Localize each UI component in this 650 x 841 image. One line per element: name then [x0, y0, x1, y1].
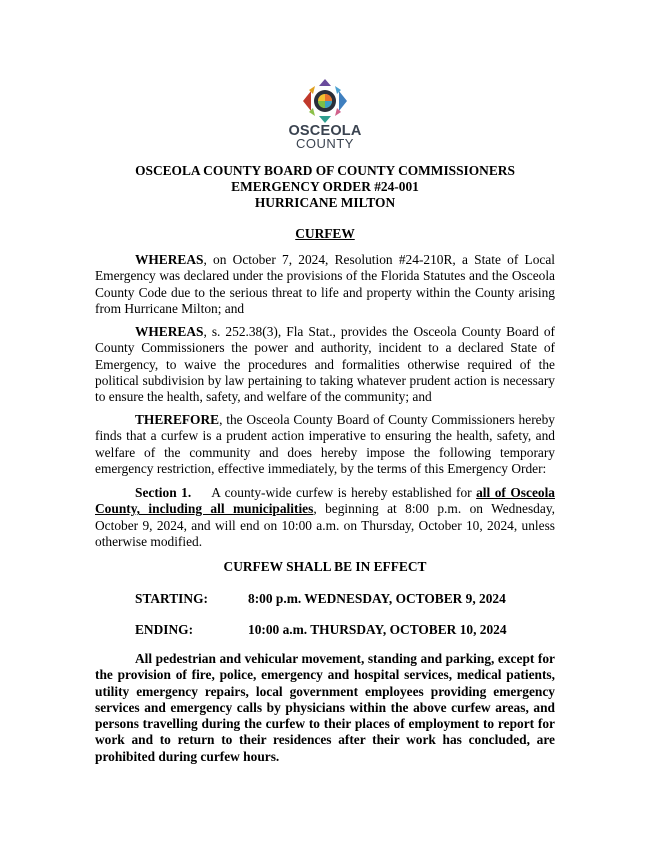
- section-1-scope: all of Osceola County, including all municipalities: [95, 485, 555, 517]
- section-1-paragraph: [95, 485, 555, 550]
- start-label: STARTING:: [135, 591, 208, 606]
- section-1-label: Section 1.: [135, 485, 192, 500]
- logo-line-2: COUNTY: [296, 136, 354, 151]
- header-line-1: OSCEOLA COUNTY BOARD OF COUNTY COMMISSIONERS: [135, 163, 515, 178]
- header-line-2: EMERGENCY ORDER #24-001: [231, 179, 419, 194]
- county-logo: [283, 78, 367, 154]
- therefore-lead: THEREFORE: [135, 412, 220, 427]
- end-value: 10:00 a.m. THURSDAY, OCTOBER 10, 2024: [248, 622, 507, 637]
- start-value: 8:00 p.m. WEDNESDAY, OCTOBER 9, 2024: [248, 591, 506, 606]
- whereas-paragraph-2: [95, 324, 555, 405]
- prohibition-paragraph: All pedestrian and vehicular movement, standing and parking, except for the provision of fire, police, emergency and hospital services, medical patients, utility emergency repairs, local government employees providing emergency services and emergency calls by physicians within the above curfew areas, and persons travelling during the curfew to their places of employment to report for work and to return to their residences after their work has concluded, are prohibited during curfew hours.: [95, 651, 555, 764]
- osceola-county-logo-icon: [299, 78, 351, 124]
- whereas-2-text: , s. 252.38(3), Fla Stat., provides the Osceola County Board of County Commissioners the power and authority, incident to a declared State of Emergency, to waive the procedures and formalities otherwise required of the political subdivision by law pertaining to taking whatever prudent action is necessary to ensure the health, safety, and welfare of the community; and: [95, 324, 555, 405]
- section-1-text-after: , beginning at 8:00 p.m. on Wednesday, October 9, 2024, and will end on 10:00 a.m. on Thursday, October 10, 2024, unless otherwise modified.: [95, 501, 555, 549]
- curfew-heading: CURFEW SHALL BE IN EFFECT: [223, 559, 427, 574]
- whereas-1-text: , on October 7, 2024, Resolution #24-210R, a State of Local Emergency was declared under the provisions of the Florida Statutes and the Osceola County Code due to the serious threat to life and property within the County arising from Hurricane Milton; and: [95, 252, 555, 316]
- order-title-text: CURFEW: [295, 226, 355, 241]
- whereas-1-lead: WHEREAS: [135, 252, 204, 267]
- section-1-text-before: A county-wide curfew is hereby established for: [211, 485, 477, 500]
- therefore-text: , the Osceola County Board of County Commissioners hereby finds that a curfew is a prudent action imperative to ensuring the health, safety, and welfare of the community and does hereby impose the following temporary emergency restriction, effective immediately, by the terms of this Emergency Order:: [95, 412, 555, 476]
- header-line-3: HURRICANE MILTON: [254, 195, 396, 210]
- order-title: [95, 226, 555, 242]
- whereas-paragraph-1: [95, 252, 555, 317]
- logo-line-1: OSCEOLA: [288, 123, 362, 139]
- therefore-paragraph: [95, 412, 555, 477]
- end-label: ENDING:: [135, 622, 194, 637]
- whereas-2-lead: WHEREAS: [135, 324, 204, 339]
